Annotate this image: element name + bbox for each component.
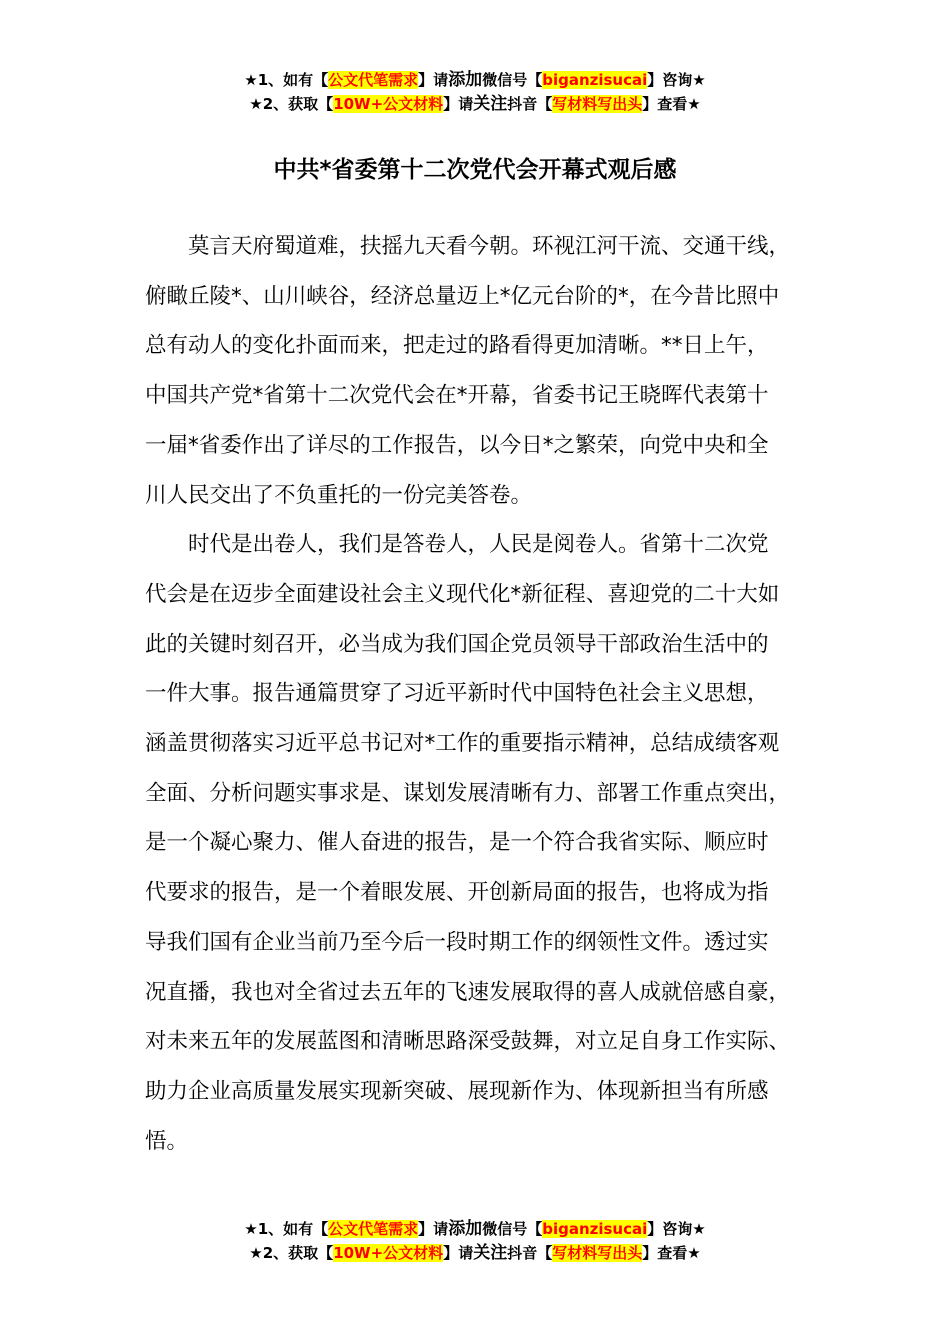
footer-banner [0, 1217, 950, 1265]
paragraph-1 [145, 222, 810, 520]
douyin-highlight: 写材料写出头 [552, 95, 643, 113]
text-line: 代会是在迈步全面建设社会主义现代化*新征程、喜迎党的二十大如 [145, 581, 780, 607]
text-line: 助力企业高质量发展实现新突破、展现新作为、体现新担当有所感 [145, 1078, 769, 1104]
text-line: 总有动人的变化扑面而来，把走过的路看得更加清晰。**日上午， [145, 333, 769, 359]
text-line: 川人民交出了不负重托的一份完美答卷。 [145, 482, 533, 508]
text-line: 一届*省委作出了详尽的工作报告，以今日*之繁荣，向党中央和全 [145, 432, 769, 458]
footer-banner-line-1: ★1、如有【公文代笔需求】请添加微信号【biganzisucai】咨询★ [244, 1219, 706, 1239]
document-body [145, 222, 810, 1166]
materials-highlight: 10W+公文材料 [333, 1244, 444, 1262]
text-line: 莫言天府蜀道难，扶摇九天看今朝。环视江河干流、交通干线， [188, 234, 791, 259]
text-line: 俯瞰丘陵*、山川峡谷，经济总量迈上*亿元台阶的*，在今昔比照中 [145, 283, 780, 309]
paragraph-2 [145, 520, 810, 1166]
service-highlight: 公文代笔需求 [328, 1220, 419, 1238]
text-line: 全面、分析问题实事求是、谋划发展清晰有力、部署工作重点突出， [145, 780, 791, 806]
document-title: 中共*省委第十二次党代会开幕式观后感 [273, 157, 677, 183]
header-banner-line-2: ★2、获取【10W+公文材料】请关注抖音【写材料写出头】查看★ [249, 94, 701, 114]
text-line: 是一个凝心聚力、催人奋进的报告，是一个符合我省实际、顺应时 [145, 830, 769, 856]
douyin-highlight: 写材料写出头 [552, 1244, 643, 1262]
text-line: 涵盖贯彻落实习近平总书记对*工作的重要指示精神，总结成绩客观 [145, 731, 780, 757]
wechat-id-highlight: biganzisucai [542, 1220, 648, 1238]
text-line: 导我们国有企业当前乃至今后一段时期工作的纲领性文件。透过实 [145, 929, 769, 955]
header-banner [0, 68, 950, 116]
service-highlight: 公文代笔需求 [328, 71, 419, 89]
text-line: 时代是出卷人，我们是答卷人，人民是阅卷人。省第十二次党 [188, 532, 769, 558]
text-line: 对未来五年的发展蓝图和清晰思路深受鼓舞，对立足自身工作实际、 [145, 1029, 791, 1055]
text-line: 悟。 [145, 1128, 189, 1154]
text-line: 此的关键时刻召开，必当成为我们国企党员领导干部政治生活中的 [145, 631, 769, 657]
text-line: 一件大事。报告通篇贯穿了习近平新时代中国特色社会主义思想， [145, 681, 769, 707]
wechat-id-highlight: biganzisucai [542, 71, 648, 89]
text-line: 况直播，我也对全省过去五年的飞速发展取得的喜人成就倍感自豪， [145, 979, 791, 1005]
header-banner-line-1: ★1、如有【公文代笔需求】请添加微信号【biganzisucai】咨询★ [244, 70, 706, 90]
text-line: 代要求的报告，是一个着眼发展、开创新局面的报告，也将成为指 [145, 880, 769, 906]
footer-banner-line-2: ★2、获取【10W+公文材料】请关注抖音【写材料写出头】查看★ [249, 1243, 701, 1263]
text-line: 中国共产党*省第十二次党代会在*开幕，省委书记王晓晖代表第十 [145, 383, 769, 409]
materials-highlight: 10W+公文材料 [333, 95, 444, 113]
